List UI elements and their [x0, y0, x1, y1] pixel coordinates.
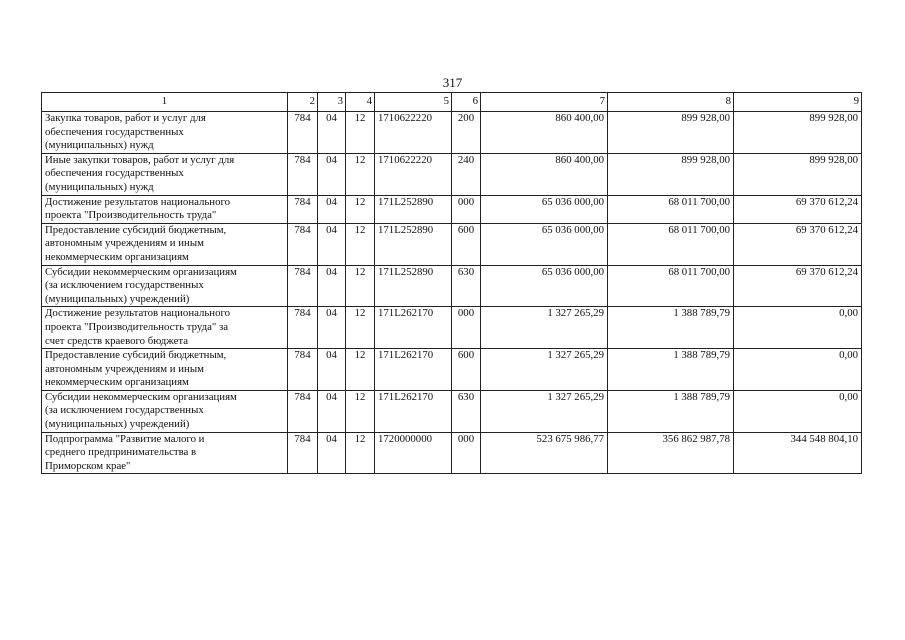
- item-name-line: Субсидии некоммерческим организациям: [45, 390, 237, 403]
- table-row: [42, 195, 862, 223]
- subsection-code-cell: 12: [346, 112, 375, 154]
- item-name-cell: [42, 112, 288, 154]
- target-article-cell: 171L252890: [375, 195, 452, 223]
- item-name-line: Достижение результатов национального: [45, 195, 231, 208]
- header-cell: 4: [346, 93, 375, 112]
- item-name-line: проекта "Производительность труда" за: [45, 320, 229, 333]
- item-name-cell: [42, 390, 288, 432]
- amount-year1-cell: 860 400,00: [481, 112, 608, 154]
- item-name-line: счет средств краевого бюджета: [45, 334, 189, 347]
- subsection-code-cell: 12: [346, 432, 375, 474]
- amount-year1-cell: 65 036 000,00: [481, 195, 608, 223]
- header-row: [42, 93, 862, 112]
- header-cell: 3: [318, 93, 346, 112]
- header-cell: 1: [42, 93, 288, 112]
- item-name-line: обеспечения государственных: [45, 167, 184, 180]
- ministry-code-cell: 784: [288, 307, 318, 349]
- section-code-cell: 04: [318, 432, 346, 474]
- table-row: [42, 265, 862, 307]
- amount-year3-cell: 0,00: [734, 390, 862, 432]
- ministry-code-cell: 784: [288, 265, 318, 307]
- subsection-code-cell: 12: [346, 349, 375, 391]
- section-code-cell: 04: [318, 112, 346, 154]
- amount-year2-cell: 68 011 700,00: [608, 265, 734, 307]
- header-cell: 7: [481, 93, 608, 112]
- subsection-code-cell: 12: [346, 265, 375, 307]
- item-name-line: (муниципальных) учреждений): [45, 418, 190, 431]
- amount-year1-cell: 1 327 265,29: [481, 349, 608, 391]
- section-code-cell: 04: [318, 195, 346, 223]
- section-code-cell: 04: [318, 265, 346, 307]
- item-name-line: Закупка товаров, работ и услуг для: [45, 112, 206, 124]
- item-name-line: Субсидии некоммерческим организациям: [45, 265, 237, 278]
- subsection-code-cell: 12: [346, 223, 375, 265]
- target-article-cell: 171L262170: [375, 349, 452, 391]
- target-article-cell: 171L262170: [375, 390, 452, 432]
- header-cell: 8: [608, 93, 734, 112]
- ministry-code-cell: 784: [288, 112, 318, 154]
- amount-year3-cell: 0,00: [734, 307, 862, 349]
- item-name-line: проекта "Производительность труда": [45, 209, 217, 222]
- item-name-line: Предоставление субсидий бюджетным,: [45, 223, 227, 236]
- section-code-cell: 04: [318, 223, 346, 265]
- ministry-code-cell: 784: [288, 349, 318, 391]
- target-article-cell: 171L252890: [375, 265, 452, 307]
- amount-year2-cell: 68 011 700,00: [608, 223, 734, 265]
- item-name-cell: [42, 223, 288, 265]
- ministry-code-cell: 784: [288, 390, 318, 432]
- header-cell: 5: [375, 93, 452, 112]
- section-code-cell: 04: [318, 153, 346, 195]
- header-cell: 2: [288, 93, 318, 112]
- target-article-cell: 1710622220: [375, 112, 452, 154]
- amount-year3-cell: 69 370 612,24: [734, 223, 862, 265]
- item-name-line: Достижение результатов национального: [45, 307, 231, 320]
- amount-year1-cell: 65 036 000,00: [481, 265, 608, 307]
- amount-year1-cell: 860 400,00: [481, 153, 608, 195]
- expense-kind-cell: 200: [452, 112, 481, 154]
- amount-year1-cell: 1 327 265,29: [481, 390, 608, 432]
- page-number: 317: [442, 75, 463, 90]
- amount-year2-cell: 1 388 789,79: [608, 349, 734, 391]
- item-name-line: автономным учреждениям и иным: [45, 237, 204, 250]
- section-code-cell: 04: [318, 390, 346, 432]
- item-name-line: Приморском крае": [45, 459, 131, 472]
- section-code-cell: 04: [318, 307, 346, 349]
- item-name-cell: [42, 349, 288, 391]
- expense-kind-cell: 000: [452, 432, 481, 474]
- amount-year2-cell: 68 011 700,00: [608, 195, 734, 223]
- item-name-line: (муниципальных) учреждений): [45, 292, 190, 305]
- header-cell: 6: [452, 93, 481, 112]
- item-name-line: автономным учреждениям и иным: [45, 362, 204, 375]
- subsection-code-cell: 12: [346, 153, 375, 195]
- expense-kind-cell: 630: [452, 390, 481, 432]
- budget-table: [41, 92, 862, 474]
- item-name-cell: [42, 307, 288, 349]
- item-name-cell: [42, 265, 288, 307]
- ministry-code-cell: 784: [288, 223, 318, 265]
- amount-year3-cell: 899 928,00: [734, 112, 862, 154]
- item-name-line: Подпрограмма "Развитие малого и: [45, 432, 205, 445]
- item-name-cell: [42, 195, 288, 223]
- table-row: [42, 432, 862, 474]
- amount-year1-cell: 1 327 265,29: [481, 307, 608, 349]
- subsection-code-cell: 12: [346, 195, 375, 223]
- ministry-code-cell: 784: [288, 195, 318, 223]
- amount-year3-cell: 0,00: [734, 349, 862, 391]
- amount-year3-cell: 899 928,00: [734, 153, 862, 195]
- amount-year2-cell: 356 862 987,78: [608, 432, 734, 474]
- amount-year1-cell: 523 675 986,77: [481, 432, 608, 474]
- item-name-line: некоммерческим организациям: [45, 376, 189, 389]
- expense-kind-cell: 240: [452, 153, 481, 195]
- target-article-cell: 171L252890: [375, 223, 452, 265]
- table-row: [42, 153, 862, 195]
- amount-year3-cell: 69 370 612,24: [734, 195, 862, 223]
- subsection-code-cell: 12: [346, 390, 375, 432]
- target-article-cell: 1710622220: [375, 153, 452, 195]
- item-name-line: обеспечения государственных: [45, 125, 184, 138]
- amount-year2-cell: 899 928,00: [608, 112, 734, 154]
- amount-year1-cell: 65 036 000,00: [481, 223, 608, 265]
- item-name-line: (за исключением государственных: [45, 404, 204, 417]
- table-row: [42, 349, 862, 391]
- item-name-cell: [42, 153, 288, 195]
- expense-kind-cell: 600: [452, 223, 481, 265]
- item-name-line: Предоставление субсидий бюджетным,: [45, 349, 227, 362]
- table-row: [42, 307, 862, 349]
- item-name-line: некоммерческим организациям: [45, 250, 189, 263]
- table-row: [42, 112, 862, 154]
- item-name-line: Иные закупки товаров, работ и услуг для: [45, 153, 235, 166]
- expense-kind-cell: 000: [452, 195, 481, 223]
- subsection-code-cell: 12: [346, 307, 375, 349]
- header-cell: 9: [734, 93, 862, 112]
- target-article-cell: 171L262170: [375, 307, 452, 349]
- amount-year2-cell: 1 388 789,79: [608, 307, 734, 349]
- amount-year2-cell: 899 928,00: [608, 153, 734, 195]
- item-name-line: (муниципальных) нужд: [45, 180, 154, 193]
- target-article-cell: 1720000000: [375, 432, 452, 474]
- amount-year3-cell: 344 548 804,10: [734, 432, 862, 474]
- ministry-code-cell: 784: [288, 432, 318, 474]
- item-name-line: (за исключением государственных: [45, 279, 204, 292]
- table-row: [42, 223, 862, 265]
- expense-kind-cell: 000: [452, 307, 481, 349]
- ministry-code-cell: 784: [288, 153, 318, 195]
- item-name-cell: [42, 432, 288, 474]
- table-row: [42, 390, 862, 432]
- item-name-line: среднего предпринимательства в: [45, 446, 197, 459]
- expense-kind-cell: 600: [452, 349, 481, 391]
- amount-year2-cell: 1 388 789,79: [608, 390, 734, 432]
- item-name-line: (муниципальных) нужд: [45, 139, 154, 152]
- amount-year3-cell: 69 370 612,24: [734, 265, 862, 307]
- section-code-cell: 04: [318, 349, 346, 391]
- expense-kind-cell: 630: [452, 265, 481, 307]
